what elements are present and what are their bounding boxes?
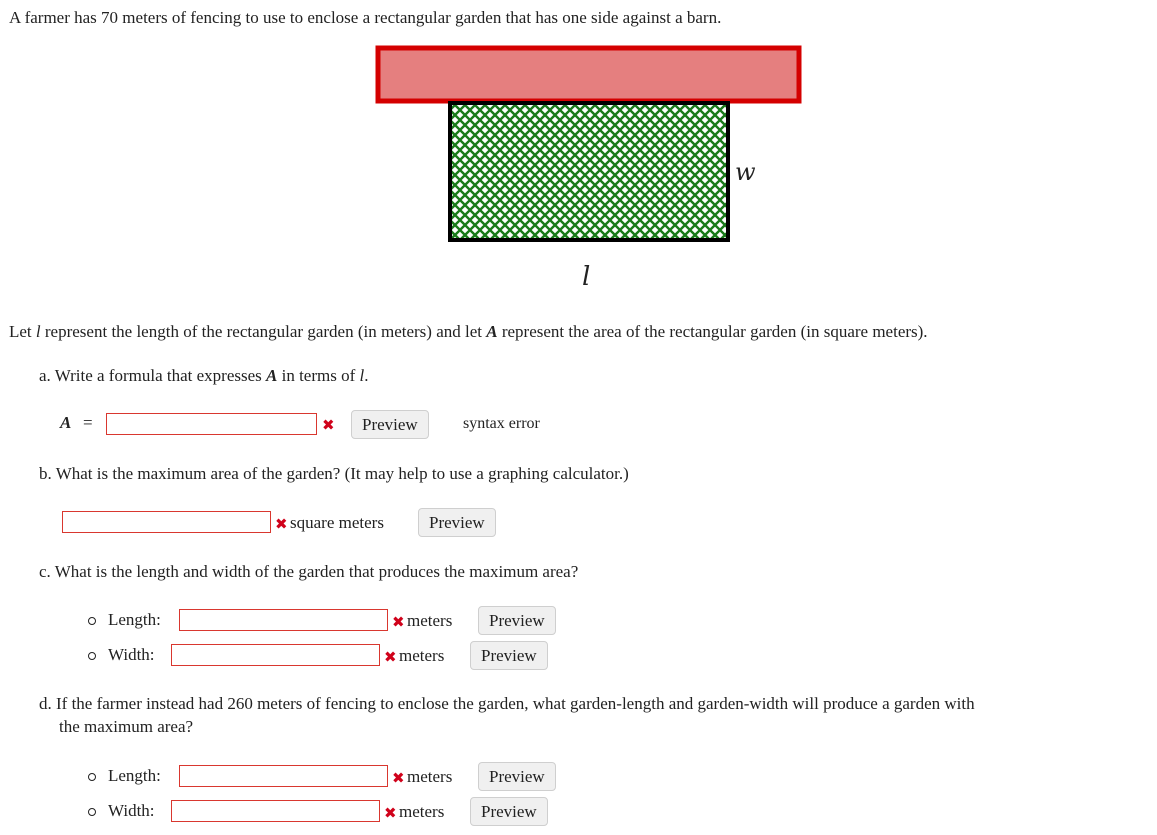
incorrect-icon: ✖ — [275, 515, 288, 533]
width-input-c[interactable] — [171, 644, 380, 666]
width-input-d[interactable] — [171, 800, 380, 822]
part-a-lhs: A — [60, 413, 72, 432]
list-bullet — [88, 617, 96, 625]
preview-button-d-width[interactable]: Preview — [470, 797, 548, 826]
incorrect-icon: ✖ — [392, 613, 405, 631]
formula-input[interactable] — [106, 413, 317, 435]
part-a-question: a. Write a formula that expresses A in terms of l. — [39, 366, 369, 385]
incorrect-icon: ✖ — [322, 416, 335, 434]
unit-meters: meters — [399, 646, 445, 665]
preview-button-c-length[interactable]: Preview — [478, 606, 556, 635]
part-d-question-line2: the maximum area? — [59, 717, 194, 736]
unit-meters: meters — [399, 802, 445, 821]
list-bullet — [88, 652, 96, 660]
barn-rect — [378, 48, 799, 101]
preview-button-d-length[interactable]: Preview — [478, 762, 556, 791]
problem-intro: A farmer has 70 meters of fencing to use to enclose a rectangular garden that has one side against a barn. — [9, 8, 722, 27]
preview-button-b[interactable]: Preview — [418, 508, 496, 537]
length-input-c[interactable] — [179, 609, 388, 631]
length-input-d[interactable] — [179, 765, 388, 787]
setup-text: Let l represent the length of the rectangular garden (in meters) and let A represent the area of the rectangular garden (in square meters). — [9, 322, 928, 341]
syntax-error-message: syntax error — [463, 415, 540, 432]
list-bullet — [88, 773, 96, 781]
unit-meters: meters — [407, 611, 453, 630]
length-label: l — [582, 262, 591, 292]
length-label: Length: — [108, 766, 161, 785]
garden-diagram — [370, 40, 810, 300]
width-label: w — [735, 158, 756, 186]
length-label: Length: — [108, 610, 161, 629]
width-label: Width: — [108, 801, 155, 820]
part-b-question: b. What is the maximum area of the garden? (It may help to use a graphing calculator.) — [39, 464, 629, 483]
incorrect-icon: ✖ — [392, 769, 405, 787]
unit-square-meters: square meters — [290, 513, 384, 532]
unit-meters: meters — [407, 767, 453, 786]
incorrect-icon: ✖ — [384, 648, 397, 666]
width-label: Width: — [108, 645, 155, 664]
list-bullet — [88, 808, 96, 816]
preview-button-c-width[interactable]: Preview — [470, 641, 548, 670]
garden-rect — [450, 103, 728, 240]
part-c-question: c. What is the length and width of the garden that produces the maximum area? — [39, 562, 579, 581]
preview-button-a[interactable]: Preview — [351, 410, 429, 439]
part-a-equals: = — [83, 413, 93, 432]
incorrect-icon: ✖ — [384, 804, 397, 822]
var-l: l — [35, 322, 41, 341]
max-area-input[interactable] — [62, 511, 271, 533]
part-d-question-line1: d. If the farmer instead had 260 meters of fencing to enclose the garden, what garden-length and garden-width will produce a garden with — [39, 694, 975, 713]
var-A: A — [486, 322, 498, 341]
